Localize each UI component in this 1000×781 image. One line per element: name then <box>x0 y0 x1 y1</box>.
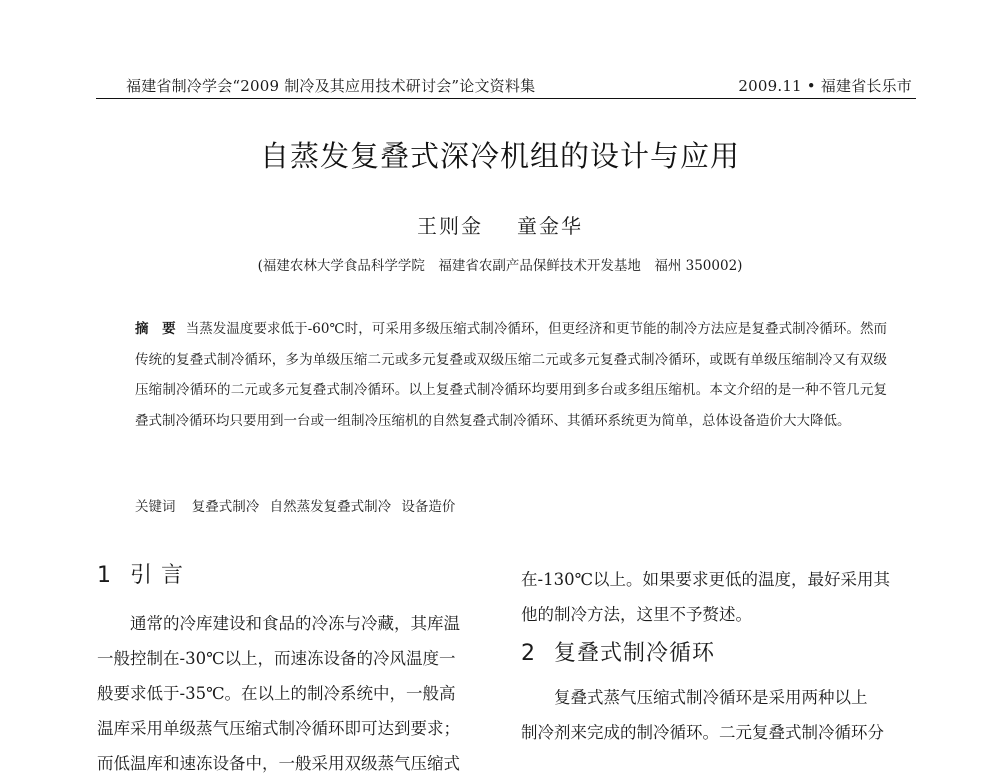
abstract-text: 当蒸发温度要求低于-60℃时，可采用多级压缩式制冷循环，但更经济和更节能的制冷方法应是复叠式制冷循环。然而传统的复叠式制冷循环，多为单级压缩二元或多元复叠或双级压缩二元或多元复叠式制冷循环，或既有单级压缩制冷又有双级压缩制冷循环的二元或多元复叠式制冷循环。以上复叠式制冷循环均要用到多台或多组压缩机。本文介绍的是一种不管几元复叠式制冷循环均只要用到一台或一组制冷压缩机的自然复叠式制冷循环、其循环系统更为简单，总体设备造价大大降低。 <box>135 321 888 429</box>
author-affiliation: (福建农林大学食品科学学院 福建省农副产品保鲜技术开发基地 福州 350002) <box>257 258 743 274</box>
abstract-label: 摘 要 <box>135 321 176 337</box>
section-heading <box>97 560 489 592</box>
body-line: 一般控制在-30℃以上，而速冻设备的冷风温度一 <box>97 649 456 668</box>
body-line: 制冷剂来完成的制冷循环。二元复叠式制冷循环分 <box>521 723 884 742</box>
keyword: 设备造价 <box>401 499 456 515</box>
body-line: 通常的冷库建设和食品的冷冻与冷藏，其库温 <box>130 614 460 633</box>
author-name: 童金华 <box>517 214 583 238</box>
body-paragraph <box>521 680 913 750</box>
body-line: 复叠式蒸气压缩式制冷循环是采用两种以上 <box>554 688 868 707</box>
body-line: 温库采用单级蒸气压缩式制冷循环即可达到要求； <box>97 719 460 738</box>
header-left-text: 福建省制冷学会“2009 制冷及其应用技术研讨会”论文资料集 <box>126 77 536 95</box>
section-number: 1 <box>97 563 112 588</box>
header-rule <box>96 98 916 99</box>
body-line: 他的制冷方法，这里不予赘述。 <box>521 605 752 624</box>
author-list <box>0 212 1000 240</box>
header-right-text: 2009.11 • 福建省长乐市 <box>738 77 912 95</box>
body-line: 在-130℃以上。如果要求更低的温度，最好采用其 <box>521 570 891 589</box>
body-line: 般要求低于-35℃。在以上的制冷系统中，一般高 <box>97 684 456 703</box>
section-number: 2 <box>521 641 536 666</box>
keyword: 自然蒸发复叠式制冷 <box>269 499 392 515</box>
author-name: 王则金 <box>417 214 483 238</box>
keywords-label: 关键词 <box>135 499 176 515</box>
left-column <box>97 560 489 781</box>
body-paragraph <box>521 562 913 632</box>
right-column <box>521 560 913 750</box>
body-paragraph <box>97 606 489 781</box>
keyword: 复叠式制冷 <box>191 499 260 515</box>
abstract <box>135 314 887 436</box>
body-line: 而低温库和速冻设备中，一般采用双级蒸气压缩式 <box>97 754 460 773</box>
section-title: 引 言 <box>130 563 184 588</box>
section-title: 复叠式制冷循环 <box>554 641 716 666</box>
section-heading <box>521 638 913 670</box>
paper-title: 自蒸发复叠式深冷机组的设计与应用 <box>259 139 740 173</box>
running-header <box>96 74 916 98</box>
keywords <box>135 496 887 518</box>
